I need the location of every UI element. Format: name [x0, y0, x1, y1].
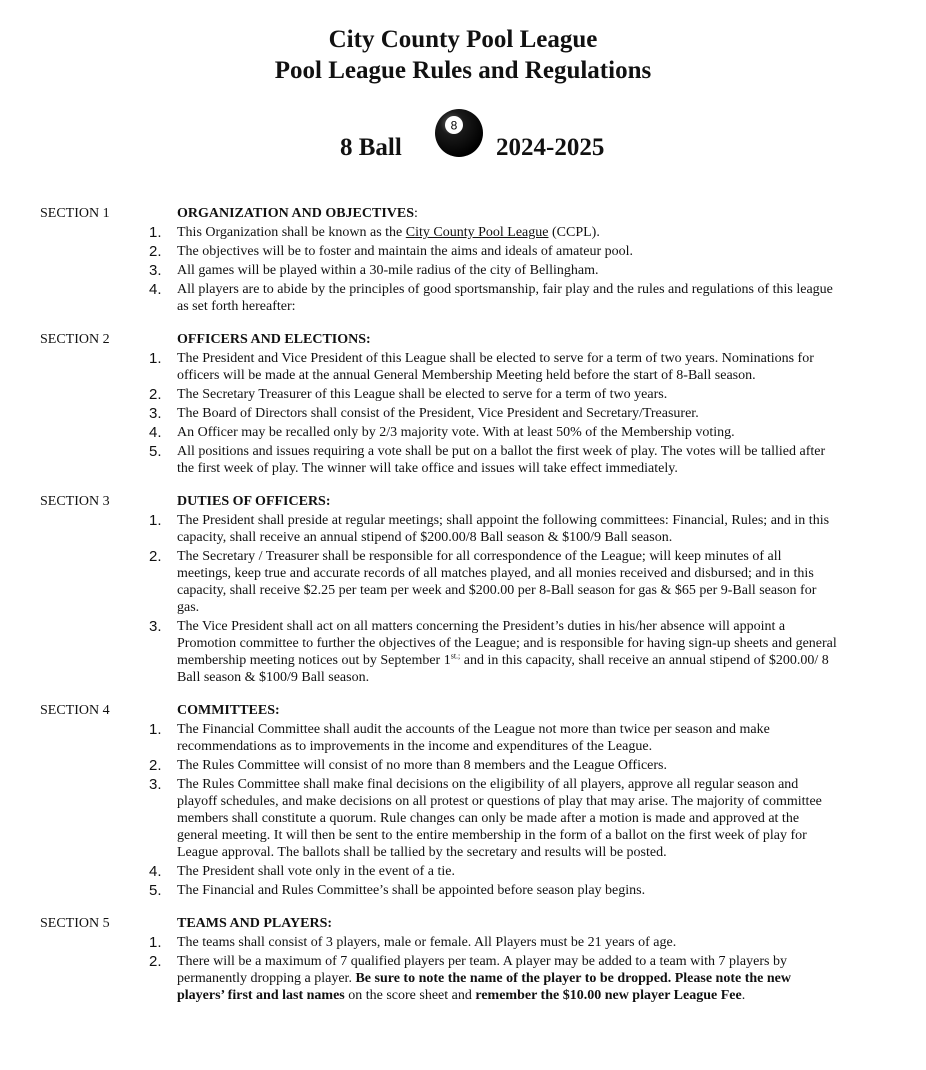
season-years: 2024-2025	[496, 134, 605, 161]
list-item: 5. The Financial and Rules Committee’s shall be appointed before season play begins.	[149, 882, 646, 899]
section-label: SECTION 4	[40, 703, 110, 718]
section-label: SECTION 1	[40, 206, 110, 221]
section-heading: TEAMS AND PLAYERS:	[177, 916, 333, 931]
list-item: 2. The Secretary Treasurer of this League shall be elected to serve for a term of two years.	[149, 386, 668, 403]
list-item: 3. The Board of Directors shall consist of the President, Vice President and Secretary/Treasurer.	[149, 405, 699, 422]
game-label: 8 Ball	[340, 134, 402, 161]
section-label: SECTION 3	[40, 494, 110, 509]
sections-list	[0, 205, 926, 1020]
ball-number: 8	[450, 118, 458, 133]
list-item: 2. The objectives will be to foster and maintain the aims and ideals of amateur pool.	[149, 243, 634, 260]
section-heading: COMMITTEES:	[177, 703, 280, 718]
section-2	[0, 331, 926, 477]
section-heading: OFFICERS AND ELECTIONS:	[177, 332, 371, 347]
list-item: 1. This Organization shall be known as the City County Pool League (CCPL).	[149, 224, 600, 241]
list-item: 3. The Vice President shall act on all matters concerning the President’s duties in his/her absence will appoint a Promotion committee to further the objectives of the League; and is responsible for having sign-up sheets and general membership meeting notices out by September $1^{st.;}$ and in this capacity, shall receive an annual stipend of $200.00/ 8 Ball season & $100/9 Ball season.	[149, 618, 837, 685]
section-label: SECTION 5	[40, 916, 110, 931]
eight-ball-icon	[434, 108, 484, 158]
list-item: 1. The President and Vice President of this League shall be elected to serve for a term of two years. Nominations for officers will be made at the annual General Membership Meeting held before the start of 8-Ball season.	[149, 350, 814, 383]
list-item: 2. The Rules Committee will consist of no more than 8 members and the League Officers.	[149, 757, 668, 774]
section-label: SECTION 2	[40, 332, 110, 347]
rules-title: Pool League Rules and Regulations	[274, 57, 652, 84]
list-item: 1. The teams shall consist of 3 players, male or female. All Players must be 21 years of age.	[149, 934, 677, 951]
list-item: 3. All games will be played within a 30-mile radius of the city of Bellingham.	[149, 262, 599, 279]
section-3	[0, 493, 926, 686]
section-heading: DUTIES OF OFFICERS:	[177, 494, 331, 509]
section-4	[0, 702, 926, 899]
list-item: 2. There will be a maximum of 7 qualified players per team. A player may be added to a team with 7 players by permanently dropping a player. Be sure to note the name of the player to be dropped. Please note the new players’ first and last names on the score sheet and remember the $10.00 new player League Fee.	[149, 953, 791, 1003]
list-item: 4. All players are to abide by the principles of good sportsmanship, fair play and the rules and regulations of this league as set forth hereafter:	[149, 281, 833, 314]
document-header	[0, 24, 926, 86]
section-5	[0, 915, 926, 1004]
list-item: 1. The President shall preside at regular meetings; shall appoint the following committees: Financial, Rules; and in this capacity, shall receive an annual stipend of $200.00/8 Ball season & $100/9 Ball season.	[149, 512, 830, 545]
list-item: 2. The Secretary / Treasurer shall be responsible for all correspondence of the League; will keep minutes of all meetings, keep true and accurate records of all matches played, and all monies received and disbursed; and in this capacity, shall receive $2.25 per team per week and $200.00 per 8-Ball season for gas & $65 per 9-Ball season for gas.	[149, 548, 817, 615]
list-item: 4. An Officer may be recalled only by 2/3 majority vote. With at least 50% of the Membership voting.	[149, 424, 735, 441]
list-item: 3. The Rules Committee shall make final decisions on the eligibility of all players, approve all regular season and playoff schedules, and make decisions on all protest or questions of play that may arise. The majority of committee members shall constitute a quorum. Rule changes can only be made after a motion is made and approved at the general meeting. It will then be sent to the entire membership in the form of a ballot on the first week of play for League approval. The ballots shall be tallied by the secretary and results will be posted.	[149, 776, 822, 860]
section-1	[0, 205, 926, 315]
section-heading: ORGANIZATION AND OBJECTIVES:	[177, 206, 418, 221]
league-title: City County Pool League	[328, 26, 598, 53]
season-row	[0, 108, 926, 174]
list-item: 1. The Financial Committee shall audit the accounts of the League not more than twice per season and make recommendations as to improvements in the income and expenditures of the League.	[149, 721, 770, 754]
list-item: 4. The President shall vote only in the event of a tie.	[149, 863, 455, 880]
list-item: 5. All positions and issues requiring a vote shall be put on a ballot the first week of play. The votes will be tallied after the first week of play. The winner will take office and issues will take effect immediately.	[149, 443, 826, 476]
